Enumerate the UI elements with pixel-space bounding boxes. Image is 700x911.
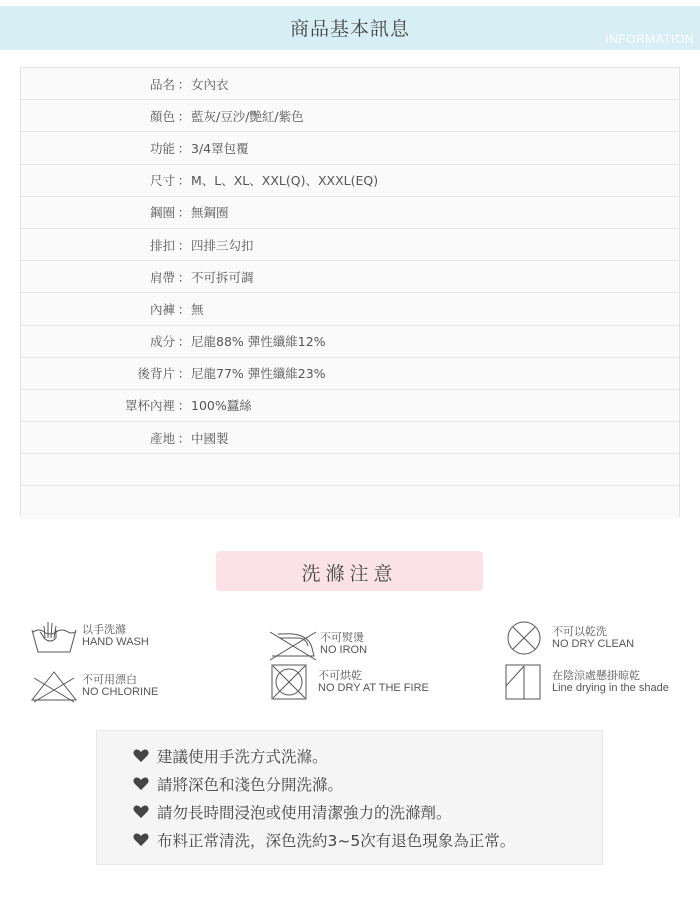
wash-title: 洗滌注意 xyxy=(301,563,398,585)
spec-key: 顏色 xyxy=(149,108,175,124)
info-header xyxy=(0,6,700,50)
wash-note-text: 請勿長時間浸泡或使用清潔強力的洗滌劑。 xyxy=(157,804,452,822)
care-label-en: Line drying in the shade xyxy=(552,682,669,694)
info-subtitle: INFORMATION xyxy=(605,32,694,46)
spec-value: 3/4罩包覆 xyxy=(191,140,249,156)
no-chlorine-icon xyxy=(30,668,80,704)
line-dry-shade-icon xyxy=(500,664,550,700)
spec-key: 肩帶 xyxy=(149,269,175,285)
care-no-iron xyxy=(268,626,367,662)
care-no-chlorine xyxy=(30,668,158,704)
care-hand-wash xyxy=(30,618,149,654)
no-iron-icon xyxy=(268,626,318,662)
care-label-en: NO DRY CLEAN xyxy=(552,638,635,650)
spec-value: 不可拆可調 xyxy=(191,269,254,285)
spec-separator: ： xyxy=(177,269,191,285)
spec-row-name xyxy=(21,68,679,100)
wash-note xyxy=(133,773,343,795)
spec-value: 尼龍77% 彈性纖維23% xyxy=(191,366,326,382)
care-label-zh: 不可熨燙 xyxy=(320,631,364,644)
care-label-zh: 不可烘乾 xyxy=(318,669,362,682)
spec-value: 無 xyxy=(191,301,204,317)
care-label-zh: 在陰涼處懸掛晾乾 xyxy=(552,669,640,682)
wash-note xyxy=(133,801,452,823)
care-label-zh: 不可用漂白 xyxy=(82,673,137,686)
spec-value: 無鋼圈 xyxy=(191,205,229,221)
spec-value: 藍灰/豆沙/艷紅/紫色 xyxy=(191,108,304,124)
spec-row-underwire xyxy=(21,197,679,229)
spec-row-origin xyxy=(21,422,679,454)
spec-table xyxy=(20,67,680,517)
spec-row-color xyxy=(21,100,679,132)
spec-separator: ： xyxy=(177,334,191,350)
spec-value: M、L、XL、XXL(Q)、XXXL(EQ) xyxy=(191,173,379,189)
spec-separator: ： xyxy=(177,76,191,92)
care-label-zh: 以手洗滌 xyxy=(82,623,126,636)
care-label-zh: 不可以乾洗 xyxy=(552,625,607,638)
spec-key: 成分 xyxy=(149,334,175,350)
spec-separator: ： xyxy=(177,205,191,221)
info-title: 商品基本訊息 xyxy=(289,18,410,40)
spec-separator: ： xyxy=(177,398,191,414)
heart-icon xyxy=(133,777,149,791)
no-tumble-dry-icon xyxy=(266,664,316,700)
spec-separator: ： xyxy=(177,108,191,124)
spec-separator: ： xyxy=(177,140,191,156)
care-text xyxy=(82,623,149,649)
care-no-dry-clean xyxy=(500,620,634,656)
spec-row-function xyxy=(21,132,679,164)
wash-note xyxy=(133,829,515,851)
heart-icon xyxy=(133,805,149,819)
spec-row-back-panel xyxy=(21,358,679,390)
spec-value: 女內衣 xyxy=(191,76,229,92)
spec-row-cup-lining xyxy=(21,390,679,422)
spec-key: 排扣 xyxy=(149,237,175,253)
care-text xyxy=(318,669,429,695)
care-text xyxy=(82,673,158,699)
spec-value: 中國製 xyxy=(191,430,229,446)
spec-row-composition xyxy=(21,326,679,358)
spec-row-straps xyxy=(21,261,679,293)
spec-separator: ： xyxy=(177,301,191,317)
spec-key: 罩杯內裡 xyxy=(124,398,175,414)
spec-value: 100%蠶絲 xyxy=(191,398,252,414)
spec-separator: ： xyxy=(177,366,191,382)
wash-note xyxy=(133,745,328,767)
wash-note-text: 建議使用手洗方式洗滌。 xyxy=(157,748,328,766)
wash-notes-box xyxy=(96,730,603,865)
heart-icon xyxy=(133,749,149,763)
care-text xyxy=(552,669,669,695)
care-label-en: NO IRON xyxy=(320,644,368,656)
spec-value: 四排三勾扣 xyxy=(191,237,254,253)
spec-key: 內褲 xyxy=(149,301,175,317)
spec-key: 功能 xyxy=(149,140,175,156)
wash-note-text: 請將深色和淺色分開洗滌。 xyxy=(157,776,344,794)
care-text xyxy=(320,631,367,657)
care-no-tumble-dry xyxy=(266,664,429,700)
spec-row-empty xyxy=(21,454,679,486)
wash-note-text: 布料正常清洗，深色洗約3~5次有退色現象為正常。 xyxy=(157,832,516,850)
spec-key: 產地 xyxy=(149,430,175,446)
spec-key: 品名 xyxy=(149,76,175,92)
spec-row-hooks xyxy=(21,229,679,261)
spec-row-size xyxy=(21,165,679,197)
spec-separator: ： xyxy=(177,430,191,446)
spec-key: 尺寸 xyxy=(149,173,175,189)
spec-key: 鋼圈 xyxy=(149,205,175,221)
care-label-en: NO DRY AT THE FIRE xyxy=(318,682,429,694)
spec-separator: ： xyxy=(177,237,191,253)
wash-header xyxy=(216,551,483,591)
spec-value: 尼龍88% 彈性纖維12% xyxy=(191,334,326,350)
spec-row-empty xyxy=(21,486,679,518)
heart-icon xyxy=(133,833,149,847)
care-label-en: HAND WASH xyxy=(82,636,149,648)
spec-key: 後背片 xyxy=(137,366,175,382)
care-text xyxy=(552,625,634,651)
care-label-en: NO CHLORINE xyxy=(82,686,159,698)
care-line-dry-shade xyxy=(500,664,669,700)
spec-row-panties xyxy=(21,293,679,325)
hand-wash-icon xyxy=(30,618,80,654)
spec-separator: ： xyxy=(177,173,191,189)
no-dry-clean-icon xyxy=(500,620,550,656)
